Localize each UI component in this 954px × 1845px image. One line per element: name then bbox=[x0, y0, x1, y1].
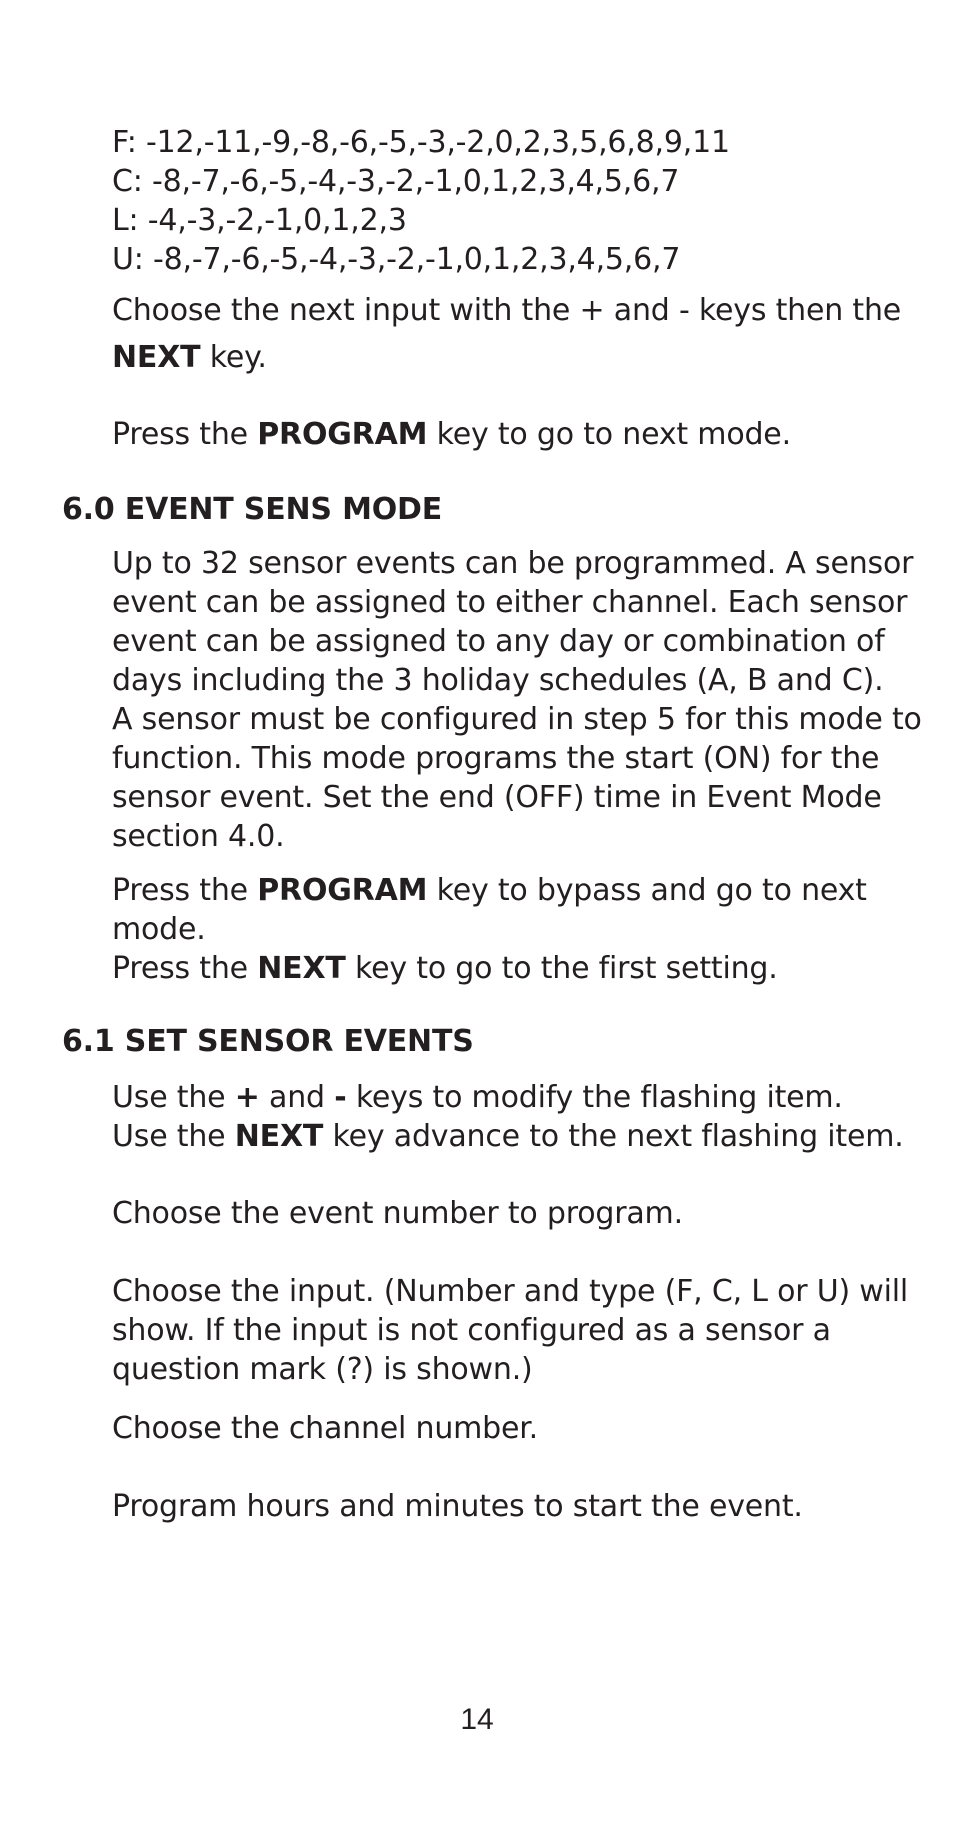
text-run: keys to modify the flashing item. bbox=[346, 1080, 843, 1115]
section-6-0-paragraph-line: sensor event. Set the end (OFF) time in Event Mode bbox=[112, 780, 882, 815]
choose-channel: Choose the channel number. bbox=[112, 1411, 538, 1446]
next-key-label: NEXT bbox=[257, 951, 346, 986]
range-c-line: C: -8,-7,-6,-5,-4,-3,-2,-1,0,1,2,3,4,5,6,7 bbox=[112, 164, 680, 199]
text-run: key advance to the next flashing item. bbox=[323, 1119, 904, 1154]
section-6-0-heading: 6.0 EVENT SENS MODE bbox=[62, 492, 443, 527]
text-run: key to bypass and go to next bbox=[427, 873, 867, 908]
use-plus-minus-line bbox=[112, 1079, 843, 1117]
choose-next-input-line1: Choose the next input with the + and - keys then the bbox=[112, 293, 902, 328]
program-key-label: PROGRAM bbox=[257, 873, 428, 908]
choose-input-line: show. If the input is not configured as a sensor a bbox=[112, 1313, 831, 1348]
press-program-bypass bbox=[112, 872, 867, 910]
next-key-label: NEXT bbox=[234, 1119, 324, 1154]
choose-input-line: Choose the input. (Number and type (F, C, L or U) will bbox=[112, 1274, 909, 1309]
text-run: key. bbox=[200, 340, 267, 375]
program-key-label: PROGRAM bbox=[257, 417, 428, 452]
text-run: key to go to the first setting. bbox=[345, 951, 778, 986]
section-6-0-paragraph-line: event can be assigned to any day or combination of bbox=[112, 624, 885, 659]
choose-next-input-line2 bbox=[112, 339, 267, 377]
text-run: Press the bbox=[112, 951, 258, 986]
choose-input-line: question mark (?) is shown.) bbox=[112, 1352, 533, 1387]
section-6-0-paragraph-line: Up to 32 sensor events can be programmed. A sensor bbox=[112, 546, 914, 581]
text-run: Use the bbox=[112, 1080, 235, 1115]
section-6-0-paragraph-line: event can be assigned to either channel. Each sensor bbox=[112, 585, 908, 620]
section-6-0-paragraph-line: days including the 3 holiday schedules (A, B and C). bbox=[112, 663, 884, 698]
section-6-0-paragraph-line: section 4.0. bbox=[112, 819, 285, 854]
section-6-1-heading: 6.1 SET SENSOR EVENTS bbox=[62, 1024, 474, 1059]
press-program-next-mode bbox=[112, 416, 791, 454]
range-u-line: U: -8,-7,-6,-5,-4,-3,-2,-1,0,1,2,3,4,5,6,7 bbox=[112, 242, 681, 277]
plus-key-label: + bbox=[234, 1080, 260, 1115]
text-run: Press the bbox=[112, 873, 258, 908]
range-l-line: L: -4,-3,-2,-1,0,1,2,3 bbox=[112, 203, 407, 238]
choose-event-number: Choose the event number to program. bbox=[112, 1196, 683, 1231]
next-key-label: NEXT bbox=[112, 340, 201, 375]
press-program-bypass-line2: mode. bbox=[112, 912, 206, 947]
range-f-line: F: -12,-11,-9,-8,-6,-5,-3,-2,0,2,3,5,6,8,9,11 bbox=[112, 125, 730, 160]
text-run: Use the bbox=[112, 1119, 235, 1154]
use-next-line bbox=[112, 1118, 904, 1156]
minus-key-label: - bbox=[334, 1080, 347, 1115]
program-start-time: Program hours and minutes to start the event. bbox=[112, 1489, 803, 1524]
press-next-first-setting bbox=[112, 950, 778, 988]
text-run: Press the bbox=[112, 417, 258, 452]
text-run: key to go to next mode. bbox=[427, 417, 791, 452]
text-run: and bbox=[259, 1080, 335, 1115]
section-6-0-paragraph-line: A sensor must be configured in step 5 for this mode to bbox=[112, 702, 922, 737]
page-number: 14 bbox=[460, 1703, 494, 1736]
section-6-0-paragraph-line: function. This mode programs the start (ON) for the bbox=[112, 741, 880, 776]
